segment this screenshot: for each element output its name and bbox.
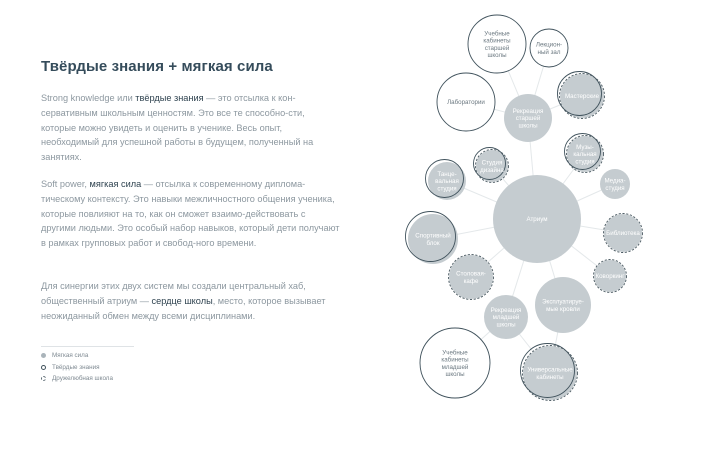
node-rekreatsiya-mladshey [484,295,528,339]
node-label: Музы-кальная студия [573,144,597,166]
node-label: Спортивный блок [415,232,451,247]
node-universalnye-kabinety [521,344,578,401]
node-studiya-dizayna [474,148,509,183]
node-label: Универсальные кабинеты [527,366,573,381]
node-kovorking [594,260,627,293]
node-biblioteka [604,214,643,253]
node-ekspluatiruemye-krovli [535,277,591,333]
node-label: Коворкинг [595,273,625,281]
legend-label-hard: Твёрдые знания [52,363,100,371]
node-rekreatsiya-starshey [504,94,552,142]
node-label: Атриум [526,216,548,224]
node-uchebnye-mladshey [420,328,490,398]
node-label: Рекреация старшей школы [512,108,544,130]
node-label: Медиа-студия [604,177,626,192]
node-label: Библиотека [606,230,640,238]
node-label: Учебные кабинеты старшей школы [483,30,511,59]
node-label: Лекцион-ный зал [535,41,563,56]
paragraph-hard-knowledge-lead: Strong knowledge или [41,93,136,103]
node-laboratorii [437,73,495,131]
page-title: Твёрдые знания + мягкая сила [41,58,273,75]
term-heart-of-school: сердце школы [151,295,213,306]
paragraph-synergy-body: , место, которое вызывает неожиданный обмен между всеми дисциплинами. [41,295,326,321]
node-label: Мастерские [564,93,600,101]
node-uchebnye-starshey [468,15,526,73]
node-lektsionny-zal [530,29,568,67]
node-media-studiya [600,169,630,199]
node-label: Студия дизайна [480,159,504,174]
node-stolovaya-kafe [449,255,494,300]
term-soft-power: мягкая сила [89,179,142,189]
paragraph-hard-knowledge-body: — это отсылка к кон-сервативным школьным ценностям. Это все те способно-сти, которые можно увидеть и оценить в ученике. Весь опыт, необходимый для успешной работы в будущем, полученный на занятиях. [41,93,314,163]
node-tantsevalnaya-studiya [426,160,467,201]
diagram-nodes [406,15,643,401]
term-hard-knowledge: твёрдые знания [135,93,204,103]
paragraph-soft-power-lead: Soft power, [41,179,90,189]
node-masterskie [558,72,605,119]
node-label: Эксплуатируе-мые кровли [542,298,584,313]
node-atrium [493,175,581,263]
node-label: Лаборатории [447,99,485,107]
node-sportivny-blok [406,212,459,265]
node-label: Танце-вальная студия [435,171,459,193]
legend-label-soft: Мягкая сила [52,352,89,360]
node-label: Столовая-кафе [456,270,486,285]
legend-label-friendly: Дружелюбная школа [52,375,113,383]
node-muzykalnaya-studiya [565,134,604,173]
paragraph-synergy-lead: Для синергии этих двух систем мы создали центральный хаб, общественный атриум — [41,281,306,306]
node-label: Учебные кабинеты младшей школы [441,349,469,378]
node-label: Рекреация младшей школы [490,307,522,329]
paragraph-soft-power-body: — отсылка к современному диплома-тическому контексту. Это навыки межличностного общения ученика, которые повлияют на то, как он сможет взаимо-действовать с другими людьми. Это особый набор навыков, который дети получают в рамках групповых работ и свобод-ного времени. [41,179,340,249]
